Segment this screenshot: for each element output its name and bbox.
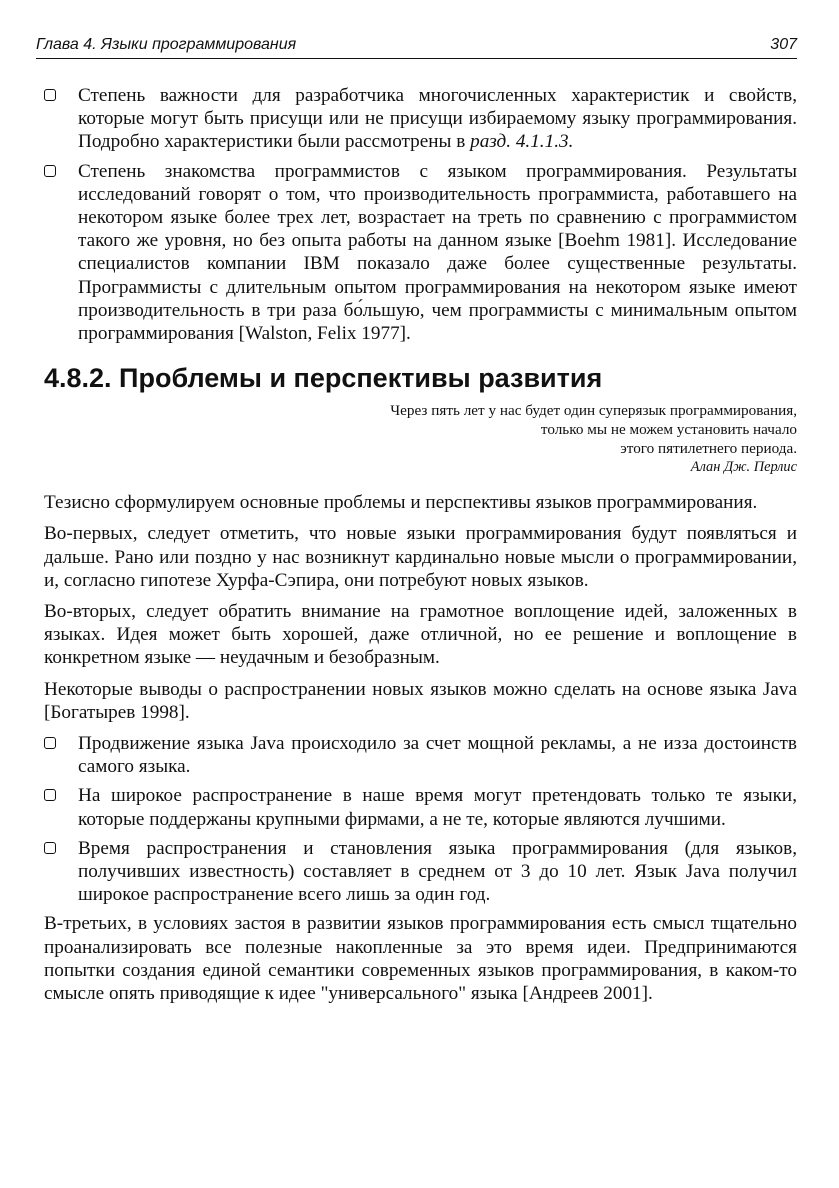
epigraph <box>44 401 797 477</box>
paragraph: Во-первых, следует отметить, что новые языки программирования будут появляться и дальше. Рано или поздно у нас возникнут кардинально новые мысли о программировании, и, согласно гипотезе Хурфа-Сэпира, они потребуют новых языков. <box>44 523 797 591</box>
page-number: 307 <box>770 36 797 53</box>
checkbox-bullet-icon <box>44 737 56 749</box>
epigraph-line: этого пятилетнего периода. <box>620 440 797 458</box>
list-item-text: На широкое распространение в наше время могут претендовать только те языки, которые поддержаны крупными фирмами, а не те, которые являются лучшими. <box>78 785 797 830</box>
list-item <box>44 784 797 830</box>
checkbox-bullet-icon <box>44 842 56 854</box>
running-header <box>36 34 797 59</box>
section-reference: разд. 4.1.1.3. <box>470 131 574 153</box>
epigraph-line: Через пять лет у нас будет один суперязык программирования, <box>390 402 797 420</box>
checkbox-bullet-icon <box>44 165 56 177</box>
paragraph: Некоторые выводы о распространении новых языков можно сделать на основе языка Java [Богатырев 1998]. <box>44 678 797 723</box>
list-item <box>44 160 797 346</box>
epigraph-line: только мы не можем установить начало <box>540 421 797 439</box>
checkbox-bullet-icon <box>44 89 56 101</box>
list-item-text: Степень знакомства программистов с языком программирования. Результаты исследований говорят о том, что производительность программиста, работавшего на некотором языке более трех лет, возрастает на треть по сравнению с программистом такого же уровня, но без опыта работы на данном языке [Boehm 1981]. Исследование специалистов компании IBM показало даже более существенные результаты. Программисты с длительным опытом программирования на некотором языке имеют производительность в три раза бо́льшую, чем программисты с минимальным опытом программирования [Walston, Felix 1977]. <box>78 160 797 345</box>
list-item-text: Время распространения и становления языка программирования (для языков, получивших известность) составляет в среднем от 3 до 10 лет. Язык Java получил широкое распространение всего лишь за один год. <box>78 837 797 906</box>
chapter-title: Глава 4. Языки программирования <box>36 36 297 53</box>
paragraph: Тезисно сформулируем основные проблемы и перспективы языков программирования. <box>44 492 758 514</box>
list-item-text: Степень важности для разработчика многочисленных характеристик и свойств, которые могут быть присущи или не присущи избираемому языку программирования. Подробно характеристики были рассмотрены в <box>78 85 797 153</box>
list-item <box>44 84 797 154</box>
paragraph: В-третьих, в условиях застоя в развитии языков программирования есть смысл тщательно проанализировать все полезные накопленные за это время идеи. Предпринимаются попытки создания единой семантики современных языков программирования, в каком-то смысле опять приводящие к идее "универсального" языка [Андреев 2001]. <box>44 913 797 1005</box>
epigraph-author: Алан Дж. Перлис <box>690 459 797 476</box>
list-item <box>44 837 797 907</box>
paragraph: Во-вторых, следует обратить внимание на грамотное воплощение идей, заложенных в языках. Идея может быть хорошей, даже отличной, но ее решение и воплощение в конкретном языке — неудачным и безобразным. <box>44 601 797 669</box>
list-item-text: Продвижение языка Java происходило за счет мощной рекламы, а не изза достоинств самого языка. <box>78 733 797 778</box>
checkbox-bullet-icon <box>44 789 56 801</box>
list-item <box>44 732 797 778</box>
section-heading: 4.8.2. Проблемы и перспективы развития <box>44 363 603 394</box>
page-content <box>44 84 797 1013</box>
